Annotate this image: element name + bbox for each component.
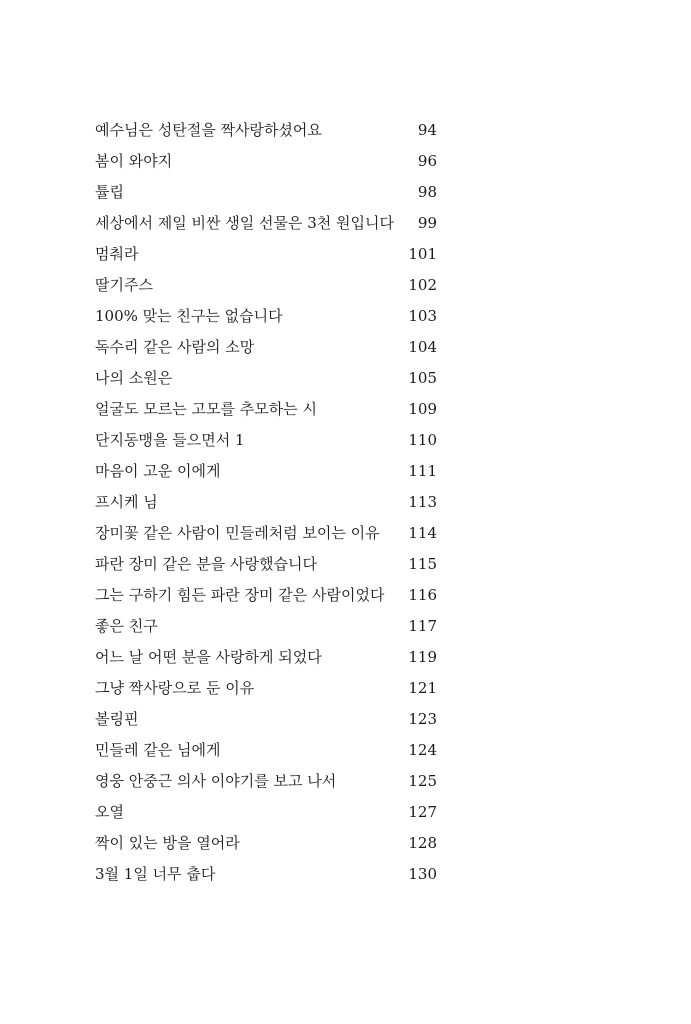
toc-entry-title: 그냥 짝사랑으로 둔 이유 — [95, 679, 255, 697]
toc-entry-page-number: 117 — [408, 617, 437, 635]
toc-entry-title: 파란 장미 같은 분을 사랑했습니다 — [95, 555, 317, 573]
toc-entry-title: 봄이 와야지 — [95, 152, 173, 170]
toc-entry-page-number: 102 — [408, 276, 437, 294]
toc-entry-title: 세상에서 제일 비싼 생일 선물은 3천 원입니다 — [95, 214, 394, 232]
toc-entry-title: 짝이 있는 방을 열어라 — [95, 834, 240, 852]
toc-entry — [95, 177, 437, 208]
toc-entry-page-number: 105 — [408, 369, 437, 387]
toc-entry — [95, 611, 437, 642]
toc-entry-page-number: 113 — [408, 493, 437, 511]
toc-entry-title: 멈춰라 — [95, 245, 139, 263]
toc-entry-page-number: 125 — [408, 772, 437, 790]
toc-entry-page-number: 98 — [417, 183, 437, 201]
toc-entry — [95, 301, 437, 332]
toc-entry-title: 그는 구하기 힘든 파란 장미 같은 사람이었다 — [95, 586, 385, 604]
toc-entry-page-number: 104 — [408, 338, 437, 356]
toc-entry-page-number: 128 — [408, 834, 437, 852]
toc-entry-title: 단지동맹을 들으면서 1 — [95, 431, 245, 449]
toc-entry-title: 예수님은 성탄절을 짝사랑하셨어요 — [95, 121, 322, 139]
toc-entry — [95, 642, 437, 673]
toc-entry — [95, 425, 437, 456]
toc-entry-page-number: 115 — [408, 555, 437, 573]
toc-entry — [95, 146, 437, 177]
toc-entry — [95, 580, 437, 611]
toc-entry — [95, 456, 437, 487]
toc-entry-page-number: 101 — [408, 245, 437, 263]
toc-entry-page-number: 114 — [408, 524, 437, 542]
toc-entry-page-number: 130 — [408, 865, 437, 883]
toc-entry-title: 마음이 고운 이에게 — [95, 462, 221, 480]
toc-entry — [95, 828, 437, 859]
toc-entry-page-number: 123 — [408, 710, 437, 728]
toc-entry — [95, 487, 437, 518]
toc-entry-page-number: 110 — [408, 431, 437, 449]
toc-entry — [95, 766, 437, 797]
toc-entry — [95, 394, 437, 425]
toc-entry — [95, 208, 437, 239]
toc-entry — [95, 115, 437, 146]
toc-entry-page-number: 119 — [408, 648, 437, 666]
toc-entry-title: 영웅 안중근 의사 이야기를 보고 나서 — [95, 772, 337, 790]
toc-entry-title: 나의 소원은 — [95, 369, 173, 387]
toc-entry — [95, 704, 437, 735]
toc-entry — [95, 549, 437, 580]
toc-entry — [95, 735, 437, 766]
toc-entry-title: 장미꽃 같은 사람이 민들레처럼 보이는 이유 — [95, 524, 380, 542]
table-of-contents — [95, 115, 437, 890]
toc-entry-title: 튤립 — [95, 183, 124, 201]
toc-entry — [95, 239, 437, 270]
toc-entry-title: 얼굴도 모르는 고모를 추모하는 시 — [95, 400, 317, 418]
toc-entry-page-number: 121 — [408, 679, 437, 697]
toc-entry-title: 볼링핀 — [95, 710, 139, 728]
toc-entry-page-number: 94 — [417, 121, 437, 139]
toc-entry — [95, 270, 437, 301]
toc-entry-page-number: 124 — [408, 741, 437, 759]
toc-entry — [95, 363, 437, 394]
toc-entry — [95, 673, 437, 704]
toc-entry-page-number: 111 — [408, 462, 437, 480]
toc-entry-page-number: 103 — [408, 307, 437, 325]
toc-entry-page-number: 99 — [417, 214, 437, 232]
toc-entry — [95, 797, 437, 828]
toc-entry-page-number: 116 — [408, 586, 437, 604]
toc-entry-title: 민들레 같은 님에게 — [95, 741, 221, 759]
toc-entry-title: 프시케 님 — [95, 493, 158, 511]
toc-entry-title: 어느 날 어떤 분을 사랑하게 되었다 — [95, 648, 322, 666]
toc-entry-title: 좋은 친구 — [95, 617, 158, 635]
toc-entry — [95, 332, 437, 363]
toc-entry — [95, 518, 437, 549]
toc-entry-title: 3월 1일 너무 춥다 — [95, 865, 216, 883]
toc-entry — [95, 859, 437, 890]
toc-entry-page-number: 96 — [417, 152, 437, 170]
toc-entry-title: 100% 맞는 친구는 없습니다 — [95, 307, 283, 325]
toc-entry-page-number: 127 — [408, 803, 437, 821]
toc-entry-page-number: 109 — [408, 400, 437, 418]
toc-entry-title: 독수리 같은 사람의 소망 — [95, 338, 255, 356]
toc-entry-title: 딸기주스 — [95, 276, 153, 294]
toc-entry-title: 오열 — [95, 803, 124, 821]
